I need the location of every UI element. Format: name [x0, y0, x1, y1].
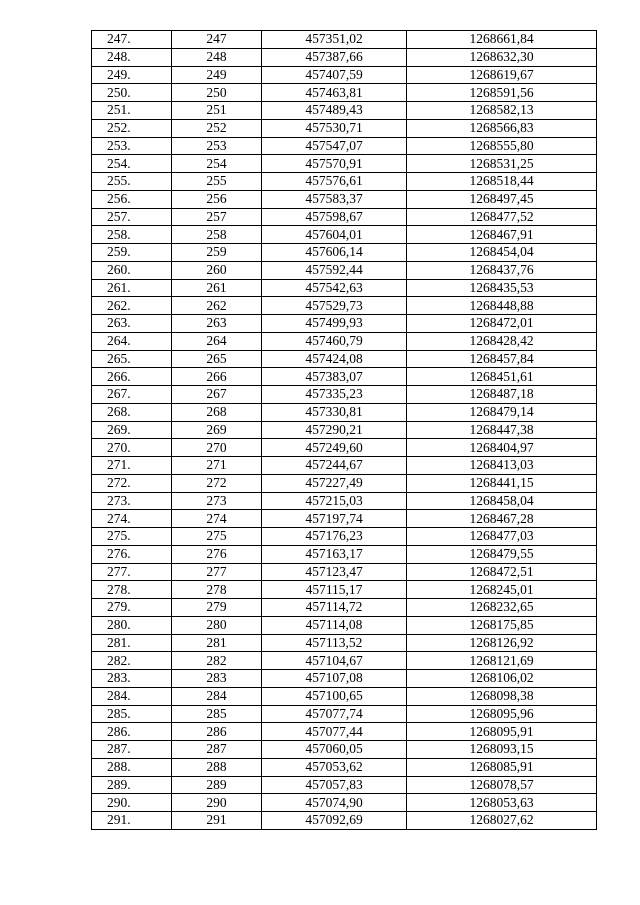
point-number-cell: 263 [172, 315, 262, 333]
table-row [92, 208, 597, 226]
table-row [92, 670, 597, 688]
coordinates-table [91, 30, 597, 830]
y-coordinate-cell: 1268582,13 [407, 102, 597, 120]
row-number-cell: 262. [92, 297, 172, 315]
x-coordinate-cell: 457077,44 [262, 723, 407, 741]
row-number-cell: 268. [92, 403, 172, 421]
x-coordinate-cell: 457107,08 [262, 670, 407, 688]
point-number-cell: 275 [172, 528, 262, 546]
row-number-cell: 255. [92, 173, 172, 191]
x-coordinate-cell: 457604,01 [262, 226, 407, 244]
row-number-cell: 289. [92, 776, 172, 794]
table-row [92, 457, 597, 475]
row-number-cell: 261. [92, 279, 172, 297]
point-number-cell: 273 [172, 492, 262, 510]
x-coordinate-cell: 457053,62 [262, 758, 407, 776]
row-number-cell: 273. [92, 492, 172, 510]
point-number-cell: 277 [172, 563, 262, 581]
x-coordinate-cell: 457123,47 [262, 563, 407, 581]
coordinates-table-body [92, 31, 597, 830]
y-coordinate-cell: 1268098,38 [407, 687, 597, 705]
table-row [92, 137, 597, 155]
point-number-cell: 279 [172, 599, 262, 617]
y-coordinate-cell: 1268106,02 [407, 670, 597, 688]
row-number-cell: 291. [92, 812, 172, 830]
y-coordinate-cell: 1268518,44 [407, 173, 597, 191]
point-number-cell: 271 [172, 457, 262, 475]
y-coordinate-cell: 1268467,28 [407, 510, 597, 528]
table-row [92, 776, 597, 794]
y-coordinate-cell: 1268566,83 [407, 119, 597, 137]
row-number-cell: 272. [92, 474, 172, 492]
table-row [92, 315, 597, 333]
table-row [92, 244, 597, 262]
table-row [92, 723, 597, 741]
x-coordinate-cell: 457290,21 [262, 421, 407, 439]
x-coordinate-cell: 457460,79 [262, 332, 407, 350]
x-coordinate-cell: 457583,37 [262, 190, 407, 208]
x-coordinate-cell: 457092,69 [262, 812, 407, 830]
point-number-cell: 276 [172, 545, 262, 563]
y-coordinate-cell: 1268619,67 [407, 66, 597, 84]
point-number-cell: 253 [172, 137, 262, 155]
table-row [92, 403, 597, 421]
point-number-cell: 284 [172, 687, 262, 705]
y-coordinate-cell: 1268457,84 [407, 350, 597, 368]
x-coordinate-cell: 457407,59 [262, 66, 407, 84]
point-number-cell: 269 [172, 421, 262, 439]
point-number-cell: 248 [172, 48, 262, 66]
point-number-cell: 289 [172, 776, 262, 794]
x-coordinate-cell: 457077,74 [262, 705, 407, 723]
table-row [92, 510, 597, 528]
x-coordinate-cell: 457489,43 [262, 102, 407, 120]
point-number-cell: 257 [172, 208, 262, 226]
x-coordinate-cell: 457383,07 [262, 368, 407, 386]
point-number-cell: 288 [172, 758, 262, 776]
table-row [92, 261, 597, 279]
y-coordinate-cell: 1268245,01 [407, 581, 597, 599]
y-coordinate-cell: 1268078,57 [407, 776, 597, 794]
row-number-cell: 280. [92, 616, 172, 634]
point-number-cell: 251 [172, 102, 262, 120]
table-row [92, 226, 597, 244]
x-coordinate-cell: 457598,67 [262, 208, 407, 226]
y-coordinate-cell: 1268447,38 [407, 421, 597, 439]
x-coordinate-cell: 457387,66 [262, 48, 407, 66]
y-coordinate-cell: 1268095,91 [407, 723, 597, 741]
y-coordinate-cell: 1268126,92 [407, 634, 597, 652]
y-coordinate-cell: 1268477,03 [407, 528, 597, 546]
y-coordinate-cell: 1268437,76 [407, 261, 597, 279]
point-number-cell: 274 [172, 510, 262, 528]
y-coordinate-cell: 1268085,91 [407, 758, 597, 776]
x-coordinate-cell: 457215,03 [262, 492, 407, 510]
table-row [92, 48, 597, 66]
x-coordinate-cell: 457335,23 [262, 386, 407, 404]
point-number-cell: 291 [172, 812, 262, 830]
table-row [92, 102, 597, 120]
y-coordinate-cell: 1268121,69 [407, 652, 597, 670]
y-coordinate-cell: 1268472,01 [407, 315, 597, 333]
row-number-cell: 276. [92, 545, 172, 563]
point-number-cell: 281 [172, 634, 262, 652]
point-number-cell: 278 [172, 581, 262, 599]
row-number-cell: 252. [92, 119, 172, 137]
row-number-cell: 257. [92, 208, 172, 226]
table-row [92, 155, 597, 173]
table-row [92, 66, 597, 84]
table-row [92, 31, 597, 49]
point-number-cell: 256 [172, 190, 262, 208]
row-number-cell: 263. [92, 315, 172, 333]
y-coordinate-cell: 1268661,84 [407, 31, 597, 49]
x-coordinate-cell: 457592,44 [262, 261, 407, 279]
point-number-cell: 290 [172, 794, 262, 812]
y-coordinate-cell: 1268095,96 [407, 705, 597, 723]
point-number-cell: 265 [172, 350, 262, 368]
row-number-cell: 249. [92, 66, 172, 84]
table-row [92, 794, 597, 812]
x-coordinate-cell: 457530,71 [262, 119, 407, 137]
x-coordinate-cell: 457113,52 [262, 634, 407, 652]
y-coordinate-cell: 1268441,15 [407, 474, 597, 492]
row-number-cell: 279. [92, 599, 172, 617]
point-number-cell: 258 [172, 226, 262, 244]
row-number-cell: 284. [92, 687, 172, 705]
point-number-cell: 286 [172, 723, 262, 741]
row-number-cell: 253. [92, 137, 172, 155]
y-coordinate-cell: 1268413,03 [407, 457, 597, 475]
table-row [92, 563, 597, 581]
table-row [92, 84, 597, 102]
point-number-cell: 250 [172, 84, 262, 102]
table-row [92, 758, 597, 776]
y-coordinate-cell: 1268027,62 [407, 812, 597, 830]
row-number-cell: 269. [92, 421, 172, 439]
table-row [92, 616, 597, 634]
x-coordinate-cell: 457330,81 [262, 403, 407, 421]
y-coordinate-cell: 1268454,04 [407, 244, 597, 262]
row-number-cell: 283. [92, 670, 172, 688]
row-number-cell: 265. [92, 350, 172, 368]
table-row [92, 528, 597, 546]
y-coordinate-cell: 1268472,51 [407, 563, 597, 581]
x-coordinate-cell: 457529,73 [262, 297, 407, 315]
table-row [92, 652, 597, 670]
x-coordinate-cell: 457570,91 [262, 155, 407, 173]
x-coordinate-cell: 457547,07 [262, 137, 407, 155]
point-number-cell: 266 [172, 368, 262, 386]
point-number-cell: 285 [172, 705, 262, 723]
table-row [92, 705, 597, 723]
x-coordinate-cell: 457463,81 [262, 84, 407, 102]
point-number-cell: 283 [172, 670, 262, 688]
table-row [92, 421, 597, 439]
y-coordinate-cell: 1268487,18 [407, 386, 597, 404]
point-number-cell: 261 [172, 279, 262, 297]
x-coordinate-cell: 457542,63 [262, 279, 407, 297]
row-number-cell: 274. [92, 510, 172, 528]
row-number-cell: 267. [92, 386, 172, 404]
y-coordinate-cell: 1268467,91 [407, 226, 597, 244]
row-number-cell: 251. [92, 102, 172, 120]
row-number-cell: 285. [92, 705, 172, 723]
y-coordinate-cell: 1268232,65 [407, 599, 597, 617]
table-row [92, 173, 597, 191]
point-number-cell: 270 [172, 439, 262, 457]
table-row [92, 741, 597, 759]
table-row [92, 119, 597, 137]
y-coordinate-cell: 1268531,25 [407, 155, 597, 173]
x-coordinate-cell: 457057,83 [262, 776, 407, 794]
y-coordinate-cell: 1268093,15 [407, 741, 597, 759]
point-number-cell: 249 [172, 66, 262, 84]
x-coordinate-cell: 457249,60 [262, 439, 407, 457]
row-number-cell: 287. [92, 741, 172, 759]
point-number-cell: 287 [172, 741, 262, 759]
point-number-cell: 282 [172, 652, 262, 670]
point-number-cell: 267 [172, 386, 262, 404]
y-coordinate-cell: 1268632,30 [407, 48, 597, 66]
row-number-cell: 278. [92, 581, 172, 599]
point-number-cell: 247 [172, 31, 262, 49]
row-number-cell: 247. [92, 31, 172, 49]
table-row [92, 190, 597, 208]
y-coordinate-cell: 1268404,97 [407, 439, 597, 457]
point-number-cell: 260 [172, 261, 262, 279]
y-coordinate-cell: 1268497,45 [407, 190, 597, 208]
table-row [92, 634, 597, 652]
x-coordinate-cell: 457424,08 [262, 350, 407, 368]
table-row [92, 581, 597, 599]
y-coordinate-cell: 1268428,42 [407, 332, 597, 350]
table-row [92, 492, 597, 510]
y-coordinate-cell: 1268479,14 [407, 403, 597, 421]
table-row [92, 474, 597, 492]
table-row [92, 687, 597, 705]
y-coordinate-cell: 1268175,85 [407, 616, 597, 634]
x-coordinate-cell: 457244,67 [262, 457, 407, 475]
table-row [92, 812, 597, 830]
table-row [92, 332, 597, 350]
row-number-cell: 288. [92, 758, 172, 776]
table-row [92, 439, 597, 457]
row-number-cell: 248. [92, 48, 172, 66]
document-page [91, 30, 597, 830]
x-coordinate-cell: 457176,23 [262, 528, 407, 546]
y-coordinate-cell: 1268591,56 [407, 84, 597, 102]
row-number-cell: 271. [92, 457, 172, 475]
point-number-cell: 262 [172, 297, 262, 315]
row-number-cell: 250. [92, 84, 172, 102]
x-coordinate-cell: 457163,17 [262, 545, 407, 563]
table-row [92, 368, 597, 386]
row-number-cell: 258. [92, 226, 172, 244]
row-number-cell: 260. [92, 261, 172, 279]
y-coordinate-cell: 1268477,52 [407, 208, 597, 226]
x-coordinate-cell: 457114,08 [262, 616, 407, 634]
row-number-cell: 254. [92, 155, 172, 173]
point-number-cell: 272 [172, 474, 262, 492]
y-coordinate-cell: 1268479,55 [407, 545, 597, 563]
y-coordinate-cell: 1268555,80 [407, 137, 597, 155]
x-coordinate-cell: 457197,74 [262, 510, 407, 528]
x-coordinate-cell: 457499,93 [262, 315, 407, 333]
table-row [92, 545, 597, 563]
row-number-cell: 270. [92, 439, 172, 457]
row-number-cell: 281. [92, 634, 172, 652]
point-number-cell: 280 [172, 616, 262, 634]
x-coordinate-cell: 457227,49 [262, 474, 407, 492]
point-number-cell: 255 [172, 173, 262, 191]
y-coordinate-cell: 1268053,63 [407, 794, 597, 812]
x-coordinate-cell: 457351,02 [262, 31, 407, 49]
x-coordinate-cell: 457104,67 [262, 652, 407, 670]
table-row [92, 386, 597, 404]
row-number-cell: 286. [92, 723, 172, 741]
row-number-cell: 259. [92, 244, 172, 262]
point-number-cell: 259 [172, 244, 262, 262]
row-number-cell: 264. [92, 332, 172, 350]
row-number-cell: 290. [92, 794, 172, 812]
point-number-cell: 252 [172, 119, 262, 137]
x-coordinate-cell: 457576,61 [262, 173, 407, 191]
table-row [92, 297, 597, 315]
x-coordinate-cell: 457606,14 [262, 244, 407, 262]
y-coordinate-cell: 1268451,61 [407, 368, 597, 386]
row-number-cell: 282. [92, 652, 172, 670]
row-number-cell: 275. [92, 528, 172, 546]
y-coordinate-cell: 1268458,04 [407, 492, 597, 510]
x-coordinate-cell: 457060,05 [262, 741, 407, 759]
x-coordinate-cell: 457100,65 [262, 687, 407, 705]
point-number-cell: 268 [172, 403, 262, 421]
x-coordinate-cell: 457115,17 [262, 581, 407, 599]
y-coordinate-cell: 1268435,53 [407, 279, 597, 297]
row-number-cell: 256. [92, 190, 172, 208]
y-coordinate-cell: 1268448,88 [407, 297, 597, 315]
point-number-cell: 254 [172, 155, 262, 173]
point-number-cell: 264 [172, 332, 262, 350]
table-row [92, 599, 597, 617]
table-row [92, 350, 597, 368]
table-row [92, 279, 597, 297]
row-number-cell: 266. [92, 368, 172, 386]
row-number-cell: 277. [92, 563, 172, 581]
x-coordinate-cell: 457074,90 [262, 794, 407, 812]
x-coordinate-cell: 457114,72 [262, 599, 407, 617]
